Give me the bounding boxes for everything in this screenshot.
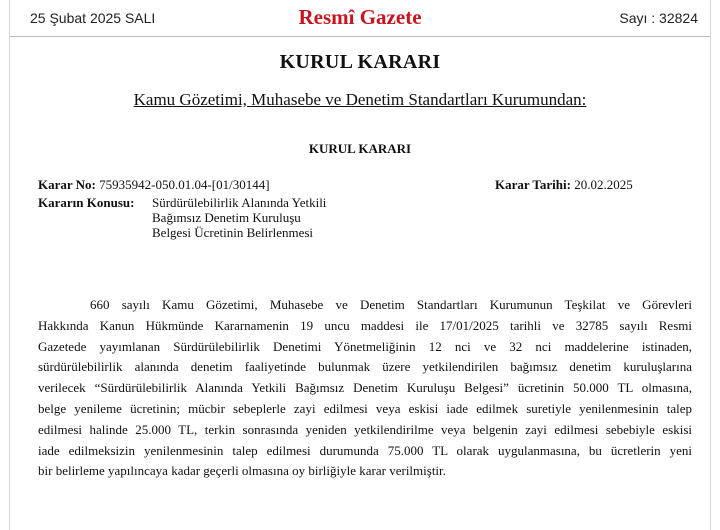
- gazette-header: [10, 0, 710, 37]
- decision-date-value: 20.02.2025: [570, 177, 633, 192]
- decision-body: [38, 295, 692, 482]
- subject-label: Kararın Konusu:: [38, 195, 135, 210]
- body-line: Gazetede yayımlanan Sürdürülebilirlik Denetimi Yönetmeliğinin 12 nci ve 32 nci maddelerine istinaden,: [38, 338, 692, 354]
- body-line: iade edilmeksizin yenilenmesinin talep edilmesi durumunda 75.000 TL olarak uygulanmasına, bu ücretlerin yeni: [38, 442, 692, 458]
- subject-line: Bağımsız Denetim Kuruluşu: [152, 210, 301, 225]
- body-line: edilmesi halinde 25.000 TL, terkin sonrasında yeniden yetkilendirilme veya belgenin zayi edilmesi sebebiyle eskisi: [38, 421, 692, 437]
- decision-number: [38, 177, 270, 193]
- gazette-title: Resmî Gazete: [298, 5, 422, 29]
- decision-number-label: Karar No:: [38, 177, 96, 192]
- issue-number: Sayı : 32824: [619, 10, 698, 26]
- decision-date: [495, 177, 633, 193]
- body-line: Hakkında Kanun Hükmünde Kararnamenin 19 uncu maddesi ile 17/01/2025 tarihli ve 32785 sayılı Resmi: [38, 317, 692, 333]
- gazette-page: [9, 0, 711, 530]
- issue-date: 25 Şubat 2025 SALI: [30, 10, 156, 26]
- institution-heading: Kamu Gözetimi, Muhasebe ve Denetim Standartları Kurumundan:: [133, 90, 587, 109]
- body-line: sürdürülebilirlik alanında denetim faaliyetinde bulunmak üzere yetkilendirilen bağımsız denetim kuruluşlarına: [38, 359, 692, 375]
- body-line: verilecek “Sürdürülebilirlik Alanında Yetkili Bağımsız Denetim Kuruluşu Belgesi” ücretinin 50.000 TL olmasına,: [38, 380, 692, 396]
- sub-title: KURUL KARARI: [308, 141, 412, 156]
- page-title: KURUL KARARI: [279, 51, 441, 73]
- body-line: belge yenileme ücretinin; mücbir sebeplerle zayi edilmesi veya eskisi iade edilmek suretiyle yenilenmesinin talep: [38, 400, 692, 416]
- decision-number-value: 75935942-050.01.04-[01/30144]: [95, 177, 270, 192]
- subject-line: Belgesi Ücretinin Belirlenmesi: [152, 225, 314, 240]
- body-line: bir belirleme yapılıncaya kadar geçerli olmasına oy birliğiyle karar verilmiştir.: [38, 463, 446, 479]
- body-line: 660 sayılı Kamu Gözetimi, Muhasebe ve Denetim Standartları Kurumunun Teşkilat ve Görevleri: [90, 297, 692, 312]
- subject-line: Sürdürülebilirlik Alanında Yetkili: [152, 195, 327, 210]
- decision-date-label: Karar Tarihi:: [495, 177, 571, 192]
- subject-text: [152, 195, 326, 240]
